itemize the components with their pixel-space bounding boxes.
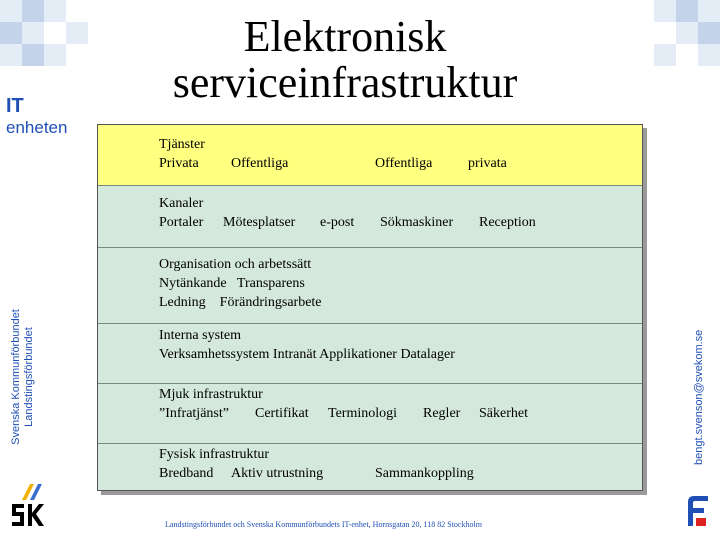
decor-square [698, 22, 720, 44]
contact-email: bengt.svenson@svekom.se [693, 329, 705, 465]
band-interna-system [98, 324, 642, 384]
band-item: Aktiv utrustning [231, 466, 324, 481]
landsting-logo-icon [682, 492, 712, 528]
decor-square [0, 0, 22, 22]
side-left-line-2: Landstingsförbundet [23, 327, 35, 427]
band-heading: Mjuk infrastruktur [159, 387, 263, 402]
band-organisation [98, 248, 642, 324]
band-item: Certifikat [255, 406, 309, 421]
band-item: privata [468, 156, 507, 171]
band-item: Privata [159, 156, 199, 171]
infrastructure-diagram [97, 124, 643, 491]
band-row: Verksamhetssystem Intranät Applikationer Datalager [159, 347, 455, 362]
band-item: Regler [423, 406, 461, 421]
decor-square [66, 22, 88, 44]
band-row: Nytänkande Transparens [159, 276, 305, 291]
decor-square [0, 22, 22, 44]
decor-square [676, 22, 698, 44]
decor-square [654, 0, 676, 22]
band-item: Offentliga [231, 156, 289, 171]
band-item: ”Infratjänst” [159, 406, 229, 421]
band-item: Sökmaskiner [380, 215, 454, 230]
band-tjanster [98, 125, 642, 186]
band-item: Terminologi [328, 406, 398, 421]
decor-square [44, 0, 66, 22]
title-line-1: Elektronisk [243, 12, 447, 61]
band-item: Mötesplatser [223, 215, 296, 230]
title-line-2: serviceinfrastruktur [172, 58, 518, 107]
band-item: Reception [479, 215, 536, 230]
it-label: IT [6, 95, 24, 117]
decor-square [654, 44, 676, 66]
decor-square [44, 44, 66, 66]
decor-square [22, 44, 44, 66]
band-item: Bredband [159, 466, 214, 481]
band-heading: Organisation och arbetssätt [159, 257, 312, 272]
decor-square [22, 0, 44, 22]
decor-square [698, 0, 720, 22]
page-title [140, 14, 550, 106]
band-mjuk-infrastruktur [98, 384, 642, 444]
band-item: e-post [320, 215, 355, 230]
band-item: Portaler [159, 215, 204, 230]
side-label-left [10, 292, 44, 462]
it-sublabel: enheten [6, 118, 68, 137]
band-heading: Interna system [159, 328, 242, 343]
band-heading: Fysisk infrastruktur [159, 447, 270, 462]
footer-address: Landstingsförbundet och Svenska Kommunförbundets IT-enhet, Hornsgatan 20, 118 82 Stockholm [165, 520, 482, 529]
side-left-line-1: Svenska Kommunförbundet [10, 309, 22, 445]
sk-logo-icon [8, 482, 48, 532]
decor-square [0, 44, 22, 66]
band-kanaler [98, 186, 642, 248]
band-row: Ledning Förändringsarbete [159, 295, 322, 310]
band-item: Sammankoppling [375, 466, 474, 481]
decor-square [676, 0, 698, 22]
band-item: Offentliga [375, 156, 433, 171]
band-item: Säkerhet [479, 406, 528, 421]
side-label-right [690, 305, 708, 465]
decor-square [22, 22, 44, 44]
band-heading: Kanaler [159, 196, 204, 211]
band-fysisk-infrastruktur [98, 444, 642, 492]
band-heading: Tjänster [159, 137, 205, 152]
decor-square [698, 44, 720, 66]
